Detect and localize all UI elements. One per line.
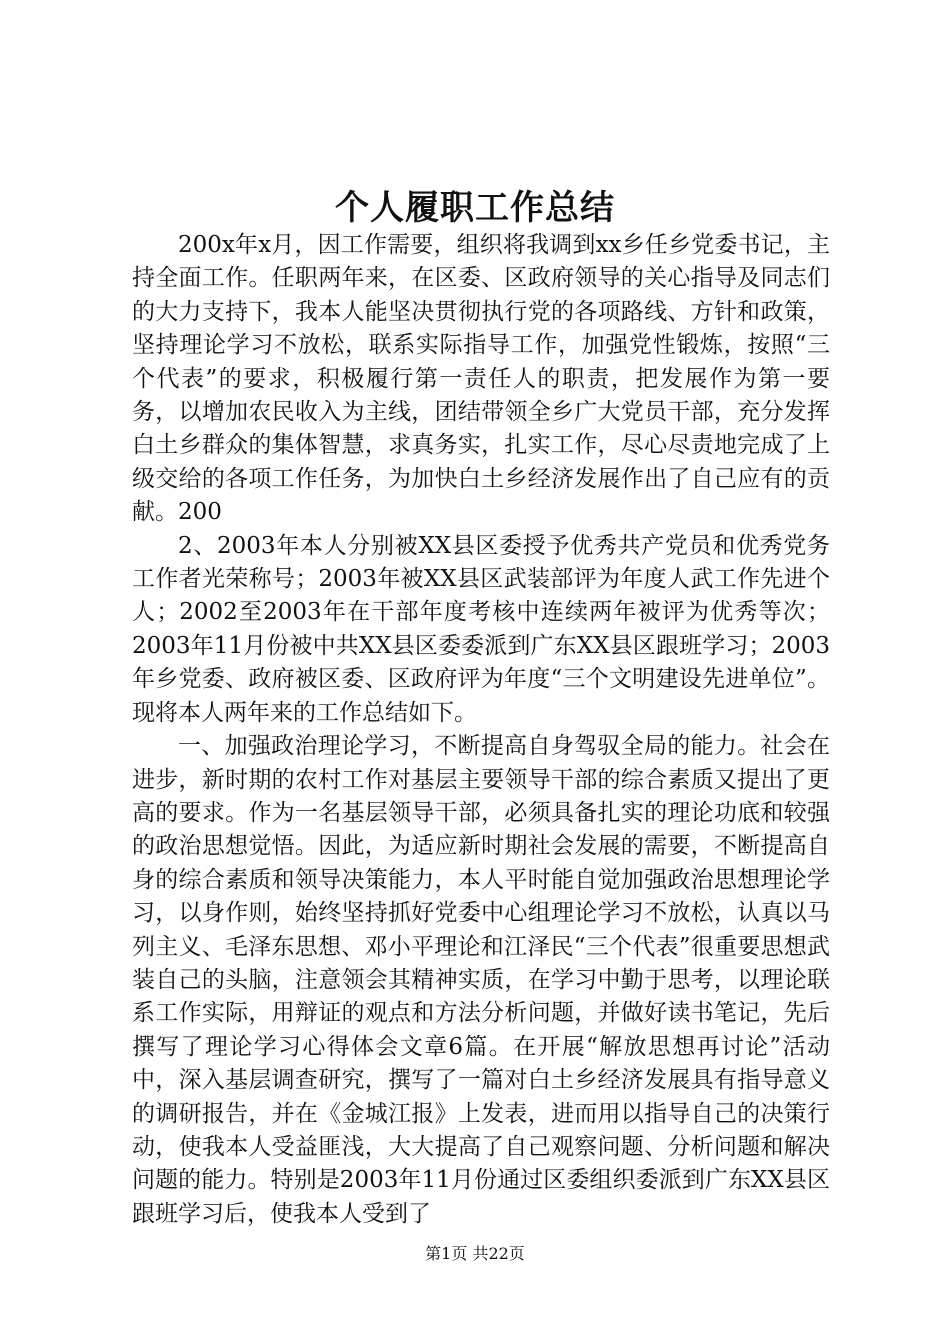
- paragraph-honors: 2、2003年本人分别被XX县区委授予优秀共产党员和优秀党务工作者光荣称号；2003年被XX县区武装部评为年度人武工作先进个人；2002至2003年在干部年度考核中连续两年被评为优秀等次；2003年11月份被中共XX县区委委派到广东XX县区跟班学习；2003年乡党委、政府被区委、区政府评为年度“三个文明建设先进单位”。现将本人两年来的工作总结如下。: [132, 532, 830, 726]
- document-body: [132, 229, 830, 1231]
- paragraph-intro: 200x年x月，因工作需要，组织将我调到xx乡任乡党委书记，主持全面工作。任职两年来，在区委、区政府领导的关心指导及同志们的大力支持下，我本人能坚决贯彻执行党的各项路线、方针和政策，坚持理论学习不放松，联系实际指导工作，加强党性锻炼，按照“三个代表”的要求，积极履行第一责任人的职责，把发展作为第一要务，以增加农民收入为主线，团结带领全乡广大党员干部，充分发挥白土乡群众的集体智慧，求真务实，扎实工作，尽心尽责地完成了上级交给的各项工作任务，为加快白土乡经济发展作出了自己应有的贡献。200: [132, 232, 830, 526]
- paragraph-section-one: 一、加强政治理论学习，不断提高自身驾驭全局的能力。社会在进步，新时期的农村工作对基层主要领导干部的综合素质又提出了更高的要求。作为一名基层领导干部，必须具备扎实的理论功底和较强的政治思想觉悟。因此，为适应新时期社会发展的需要，不断提高自身的综合素质和领导决策能力，本人平时能自觉加强政治思想理论学习，以身作则，始终坚持抓好党委中心组理论学习不放松，认真以马列主义、毛泽东思想、邓小平理论和江泽民“三个代表”很重要思想武装自己的头脑，注意领会其精神实质，在学习中勤于思考，以理论联系工作实际，用辩证的观点和方法分析问题，并做好读书笔记，先后撰写了理论学习心得体会文章6篇。在开展“解放思想再讨论”活动中，深入基层调查研究，撰写了一篇对白土乡经济发展具有指导意义的调研报告，并在《金城江报》上发表，进而用以指导自己的决策行动，使我本人受益匪浅，大大提高了自己观察问题、分析问题和解决问题的能力。特别是2003年11月份通过区委组织委派到广东XX县区跟班学习后，使我本人受到了: [132, 733, 830, 1227]
- page-footer: 第1页 共22页: [425, 1244, 525, 1263]
- document-title: 个人履职工作总结: [335, 188, 615, 228]
